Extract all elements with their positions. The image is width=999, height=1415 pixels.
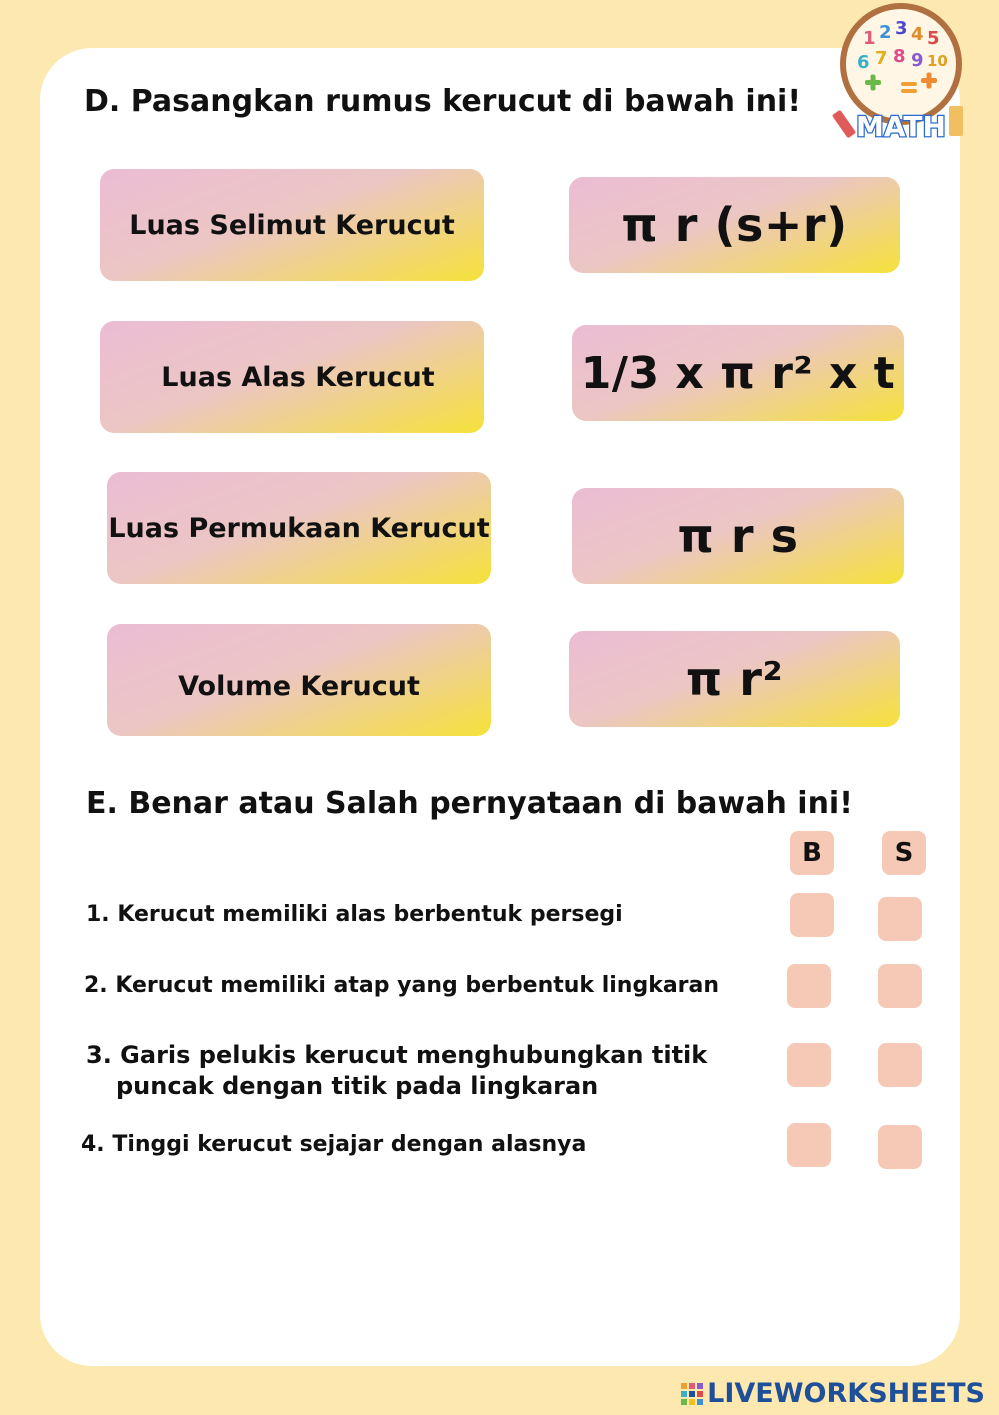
logo-digit: 1 <box>863 28 876 49</box>
formula-card-1[interactable]: π r (s+r) <box>569 177 900 273</box>
statement-1-salah-checkbox[interactable] <box>878 897 922 941</box>
statement-2-text: 2. Kerucut memiliki atap yang berbentuk lingkaran <box>84 973 720 998</box>
section-d-title: D. Pasangkan rumus kerucut di bawah ini! <box>84 84 802 119</box>
logo-digit: 7 <box>875 48 888 69</box>
statement-4-salah-checkbox[interactable] <box>878 1125 922 1169</box>
statement-4 <box>81 1129 586 1160</box>
statement-3 <box>86 1040 707 1102</box>
statement-2 <box>84 970 719 1001</box>
formula-card-3[interactable]: π r s <box>572 488 904 584</box>
statement-2-benar-checkbox[interactable] <box>787 964 831 1008</box>
term-card-luas-alas[interactable]: Luas Alas Kerucut <box>100 321 484 433</box>
formula-card-2[interactable]: 1/3 x π r² x t <box>572 325 904 421</box>
statement-1 <box>86 899 623 930</box>
statement-3-text-line2: puncak dengan titik pada lingkaran <box>116 1072 599 1100</box>
logo-digit: 4 <box>911 24 924 45</box>
term-card-volume[interactable]: Volume Kerucut <box>107 624 491 736</box>
math-logo-icon <box>831 2 969 152</box>
column-header-salah: S <box>882 831 926 875</box>
liveworksheets-logo-icon <box>681 1383 703 1405</box>
logo-digit: 2 <box>879 22 892 43</box>
logo-digit: 8 <box>893 46 906 67</box>
logo-digit: 10 <box>927 52 948 70</box>
statement-3-benar-checkbox[interactable] <box>787 1043 831 1087</box>
statement-4-benar-checkbox[interactable] <box>787 1123 831 1167</box>
statement-3-salah-checkbox[interactable] <box>878 1043 922 1087</box>
formula-card-4[interactable]: π r² <box>569 631 900 727</box>
column-header-benar: B <box>790 831 834 875</box>
term-card-luas-permukaan[interactable]: Luas Permukaan Kerucut <box>107 472 491 584</box>
term-card-luas-selimut[interactable]: Luas Selimut Kerucut <box>100 169 484 281</box>
statement-1-text: 1. Kerucut memiliki alas berbentuk persegi <box>86 902 623 927</box>
statement-1-benar-checkbox[interactable] <box>790 893 834 937</box>
logo-digit: 5 <box>927 28 940 49</box>
logo-text: MATH <box>856 110 946 143</box>
statement-3-text-line1: 3. Garis pelukis kerucut menghubungkan titik <box>86 1041 708 1069</box>
section-e-title: E. Benar atau Salah pernyataan di bawah ini! <box>86 786 853 821</box>
liveworksheets-brand[interactable] <box>681 1378 985 1409</box>
brand-text: LIVEWORKSHEETS <box>707 1378 985 1409</box>
logo-digit: 6 <box>857 52 870 73</box>
statement-4-text: 4. Tinggi kerucut sejajar dengan alasnya <box>81 1132 587 1157</box>
logo-digit: 9 <box>911 50 924 71</box>
logo-digit: 3 <box>895 18 908 39</box>
statement-2-salah-checkbox[interactable] <box>878 964 922 1008</box>
